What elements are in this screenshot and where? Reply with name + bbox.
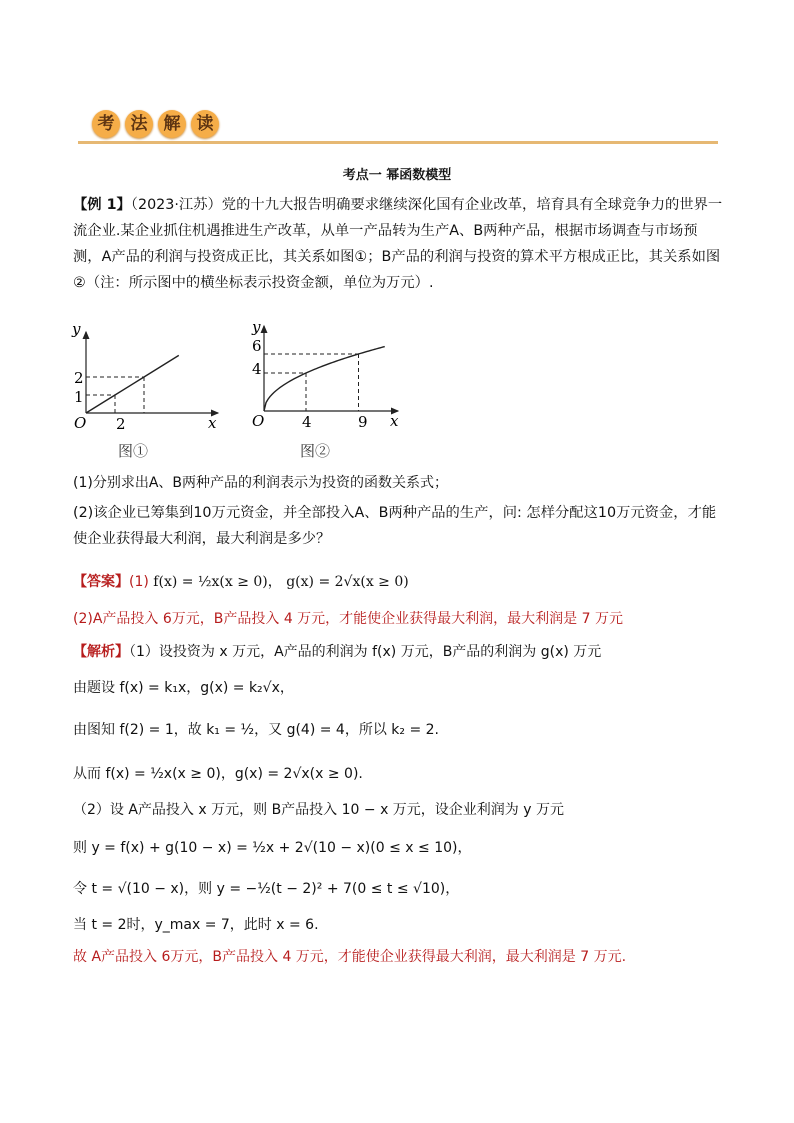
analysis-line-5: （2）设 A产品投入 x 万元，则 B产品投入 10 − x 万元，设企业利润为 y 万元 (73, 802, 564, 818)
fig2-caption: 图② (300, 442, 331, 460)
answer-label: 【答案】 (73, 574, 129, 590)
fig1-y-tick: 2 (74, 369, 84, 387)
fig1-y-tick: 1 (74, 388, 84, 406)
fig2-y-label: y (252, 318, 261, 336)
fig1-caption: 图① (118, 442, 149, 460)
fig1-x-tick: 2 (116, 415, 126, 433)
problem-label: 【例 1】 (73, 197, 131, 213)
fig2-curve (264, 347, 385, 411)
section-banner (78, 108, 718, 144)
banner-char: 法 (125, 110, 153, 138)
question-2: (2)该企业已筹集到10万元资金，并全部投入A、B两种产品的生产，问: 怎样分配这10万元资金，才能使企业获得最大利润，最大利润是多少？ (73, 505, 717, 547)
banner-underline (78, 141, 718, 144)
fig2-y-tick: 6 (252, 337, 262, 355)
problem-statement (73, 192, 723, 296)
answer-g-formula: g(x) = 2√x(x ≥ 0) (286, 574, 409, 590)
answer-part1-prefix: (1) (129, 574, 149, 590)
banner-char: 考 (92, 110, 120, 138)
banner-char: 读 (191, 110, 219, 138)
section-title: 考点一 幂函数模型 (342, 168, 452, 183)
problem-text: 党的十九大报告明确要求继续深化国有企业改革，培育具有全球竞争力的世界一流企业.某企业抓住机遇推进生产改革，从单一产品转为生产A、B两种产品，根据市场调查与市场预测，A产品的利润与投资成正比，其关系如图①；B产品的利润与投资的算术平方根成正比，其关系如图②（注：所示图中的横坐标表示投资金额，单位为万元）. (73, 197, 723, 291)
analysis-line-2: 由题设 f(x) = k₁x，g(x) = k₂√x， (73, 680, 294, 696)
question-1: (1)分别求出A、B两种产品的利润表示为投资的函数关系式； (73, 475, 449, 491)
fig1-line (86, 355, 179, 413)
fig2-y-tick: 4 (252, 360, 262, 378)
answer-f-formula: f(x) = ½x(x ≥ 0) (153, 574, 268, 590)
analysis-line-7: 令 t = √(10 − x)，则 y = −½(t − 2)² + 7(0 ≤ t ≤ √10)， (73, 881, 460, 897)
analysis-label: 【解析】 (73, 644, 129, 660)
fig2-x-label: x (390, 412, 399, 430)
problem-source: （2023·江苏） (130, 197, 222, 213)
analysis-line-1 (73, 642, 601, 662)
figure-2 (240, 318, 410, 463)
answer-part2: (2)A产品投入 6万元，B产品投入 4 万元，才能使企业获得最大利润，最大利润是 7 万元 (73, 611, 623, 627)
analysis-text: （1）设投资为 x 万元，A产品的利润为 f(x) 万元，B产品的利润为 g(x) 万元 (129, 644, 602, 660)
analysis-line-4: 从而 f(x) = ½x(x ≥ 0)，g(x) = 2√x(x ≥ 0). (73, 766, 363, 782)
analysis-line-3: 由图知 f(2) = 1，故 k₁ = ½，又 g(4) = 4，所以 k₂ = 2. (73, 722, 439, 738)
fig1-origin: O (74, 414, 87, 432)
analysis-line-9: 故 A产品投入 6万元，B产品投入 4 万元，才能使企业获得最大利润，最大利润是 7 万元. (73, 949, 627, 965)
fig2-origin: O (252, 412, 265, 430)
analysis-line-8: 当 t = 2时，y_max = 7，此时 x = 6. (73, 917, 319, 933)
fig1-x-label: x (208, 414, 217, 432)
figure-1 (60, 318, 230, 463)
fig1-y-label: y (72, 320, 81, 338)
analysis-line-6: 则 y = f(x) + g(10 − x) = ½x + 2√(10 − x)(0 ≤ x ≤ 10)， (73, 840, 472, 856)
answer-line: 【答案】(1) f(x) = ½x(x ≥ 0)， g(x) = 2√x(x ≥ 0) (73, 574, 409, 590)
fig2-x-tick: 4 (302, 413, 312, 431)
fig2-x-tick: 9 (358, 413, 368, 431)
banner-char: 解 (158, 110, 186, 138)
